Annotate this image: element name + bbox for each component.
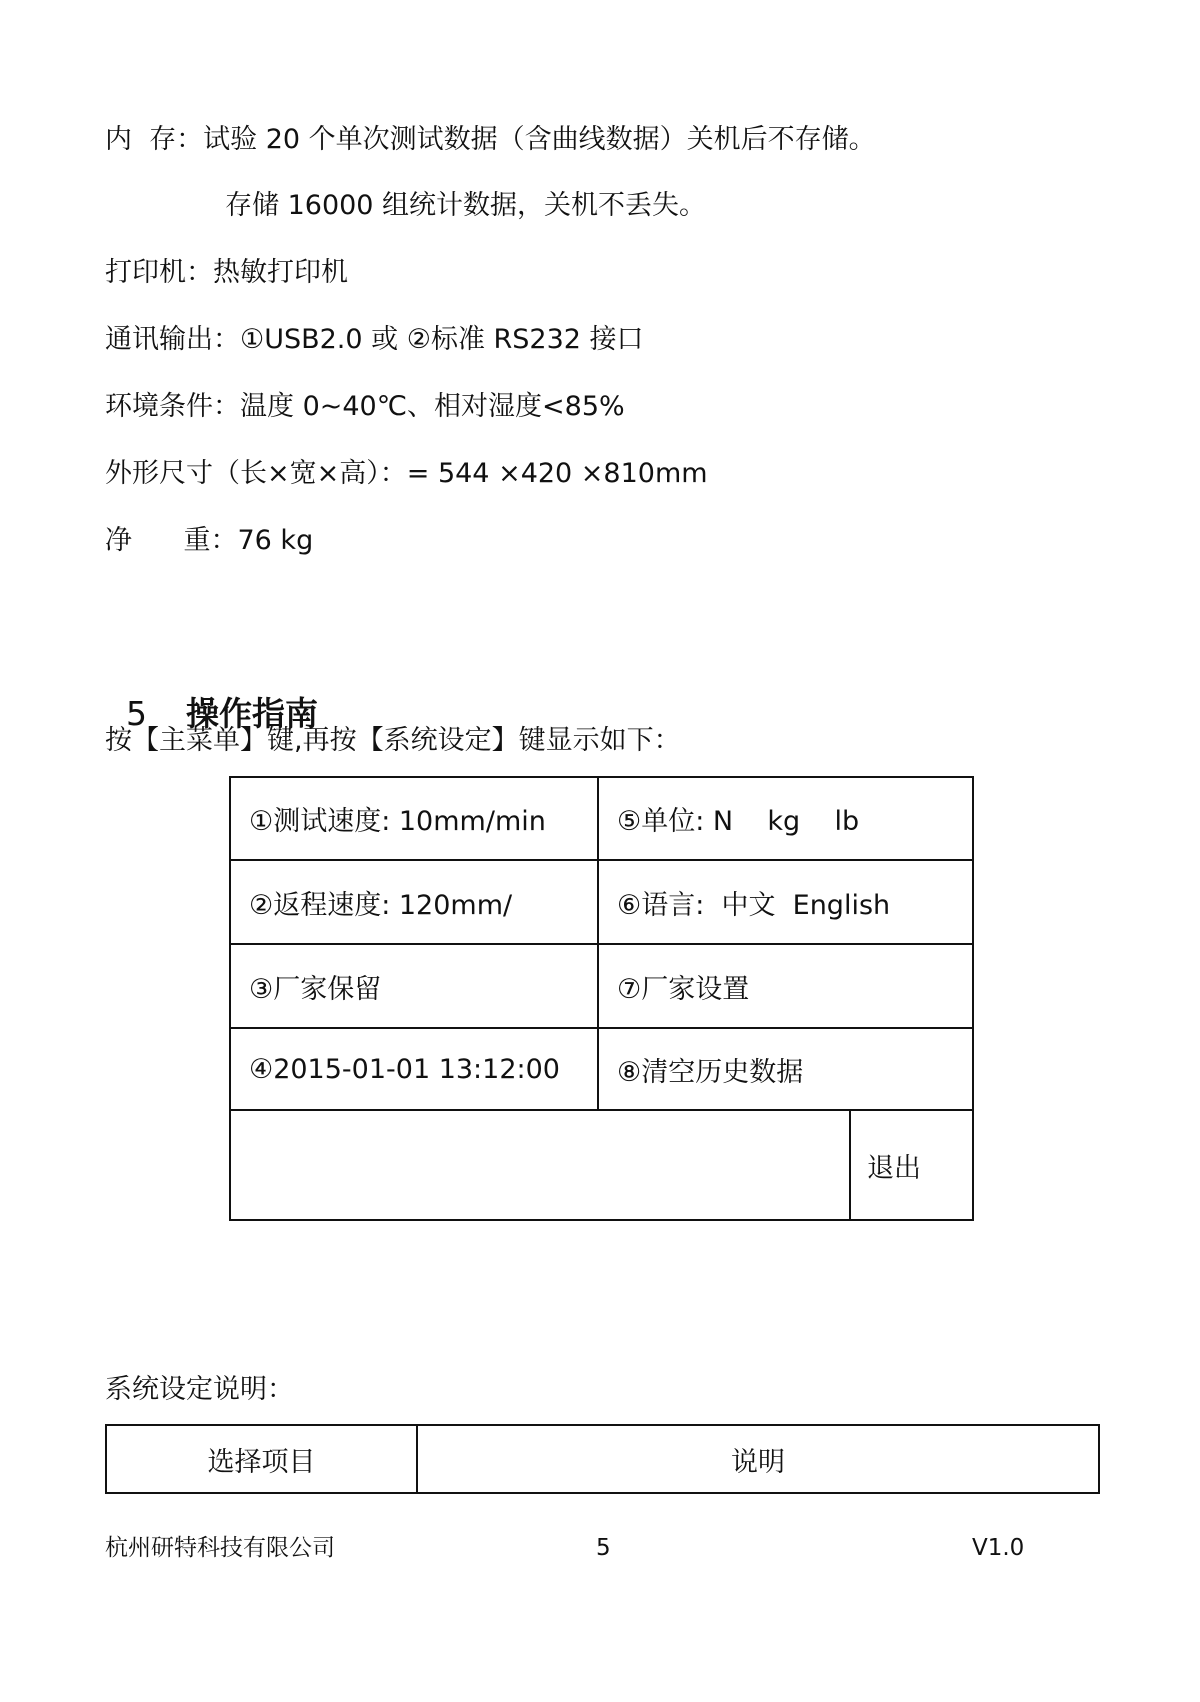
menu-item-clear-history[interactable]: ⑧清空历史数据 bbox=[617, 1056, 804, 1088]
menu-exit-row bbox=[231, 1111, 972, 1219]
menu-item-datetime[interactable]: ④2015-01-01 13:12:00 bbox=[231, 1029, 599, 1109]
menu-row bbox=[231, 945, 972, 1029]
table-header-item: 选择项目 bbox=[107, 1426, 418, 1492]
system-settings-menu bbox=[229, 776, 974, 1221]
section-title: 操作指南 bbox=[185, 694, 318, 733]
dimensions-spec: 外形尺寸（长×宽×高）：= 544 ×420 ×810mm bbox=[105, 458, 708, 489]
system-settings-heading: 系统设定说明： bbox=[105, 1374, 294, 1405]
weight-spec: 净 重：76 kg bbox=[105, 525, 314, 556]
footer-version: V1.0 bbox=[972, 1535, 1025, 1561]
environment-spec: 环境条件：温度 0~40℃、相对湿度<85% bbox=[105, 391, 625, 422]
printer-spec: 打印机：热敏打印机 bbox=[105, 257, 348, 288]
section-heading bbox=[105, 654, 318, 734]
menu-item-factory-settings[interactable]: ⑦厂家设置 bbox=[617, 973, 750, 1005]
menu-item-factory-reserved[interactable]: ③厂家保留 bbox=[231, 945, 599, 1027]
menu-item-return-speed[interactable]: ②返程速度: 120mm/ bbox=[231, 861, 599, 943]
instruction-text: 按【主菜单】键,再按【系统设定】键显示如下： bbox=[105, 725, 681, 756]
description-table bbox=[105, 1424, 1100, 1494]
menu-item-test-speed[interactable]: ①测试速度: 10mm/min bbox=[231, 778, 599, 859]
memory-spec-line-2: 存储 16000 组统计数据，关机不丢失。 bbox=[225, 190, 707, 221]
exit-button[interactable]: 退出 bbox=[867, 1152, 921, 1184]
footer-page-number: 5 bbox=[596, 1535, 611, 1561]
menu-row bbox=[231, 1029, 972, 1111]
comm-output-spec: 通讯输出：①USB2.0 或 ②标准 RS232 接口 bbox=[105, 324, 644, 355]
menu-row bbox=[231, 778, 972, 861]
section-number: 5 bbox=[125, 694, 147, 733]
footer-company: 杭州研特科技有限公司 bbox=[105, 1535, 335, 1561]
memory-spec-line-1: 内 存：试验 20 个单次测试数据（含曲线数据）关机后不存储。 bbox=[105, 124, 876, 155]
table-header-description: 说明 bbox=[731, 1446, 785, 1478]
menu-row bbox=[231, 861, 972, 945]
menu-item-unit[interactable]: ⑤单位: N kg lb bbox=[617, 806, 860, 837]
menu-item-language[interactable]: ⑥语言: 中文 English bbox=[617, 889, 891, 921]
menu-blank-area bbox=[231, 1111, 851, 1219]
